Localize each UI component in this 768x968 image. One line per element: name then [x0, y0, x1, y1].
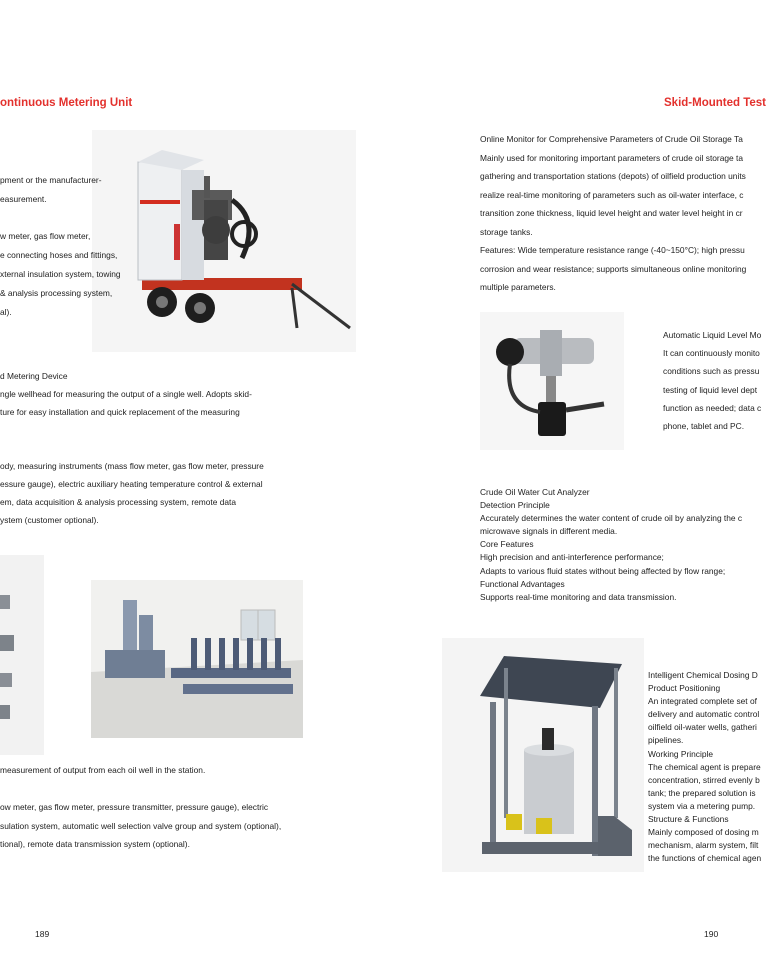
left-s2-line: ture for easy installation and quick replacement of the measuring	[0, 407, 240, 417]
left-s1-line: e connecting hoses and fittings,	[0, 250, 118, 261]
right-s3-line: Adapts to various fluid states without being affected by flow range;	[480, 565, 726, 576]
left-s3-line: sulation system, automatic well selection valve group and system (optional),	[0, 820, 282, 831]
left-s1-line: w meter, gas flow meter,	[0, 231, 91, 242]
left-section-1	[0, 175, 121, 325]
chemical-dosing-device-photo	[442, 638, 644, 872]
right-s4-line: Structure & Functions	[648, 814, 729, 825]
right-section-3	[480, 487, 742, 605]
right-section-4	[648, 670, 761, 866]
right-s4-line: An integrated complete set of	[648, 696, 757, 707]
left-s2-line	[0, 443, 264, 461]
left-s1-line: easurement.	[0, 193, 47, 204]
right-section-1	[480, 134, 746, 301]
left-s2-line	[0, 425, 264, 443]
left-s3-line: measurement of output from each oil well in the station.	[0, 765, 206, 775]
right-s1-line: gathering and transportation stations (depots) of oilfield production units	[480, 171, 746, 181]
right-page-number: 190	[704, 929, 719, 939]
right-s4-line: oilfield oil-water wells, gatheri	[648, 722, 757, 733]
right-s4-line: Product Positioning	[648, 683, 721, 694]
left-section-2	[0, 371, 264, 533]
left-s3-line: ow meter, gas flow meter, pressure transmitter, pressure gauge), electric	[0, 802, 269, 812]
left-page-number: 189	[35, 929, 50, 939]
left-s1-line: & analysis processing system,	[0, 287, 113, 298]
right-s3-line: microwave signals in different media.	[480, 526, 618, 537]
dosing-skid-illustration	[442, 638, 644, 872]
right-s2-line: function as needed; data c	[663, 402, 762, 413]
right-s2-line: testing of liquid level dept	[663, 384, 758, 395]
right-s4-line: Working Principle	[648, 748, 714, 759]
right-s4-line: pipelines.	[648, 735, 684, 746]
right-s4-line: Mainly composed of dosing m	[648, 827, 759, 838]
right-s4-line: the functions of chemical agen	[648, 853, 762, 864]
left-s2-line: ody, measuring instruments (mass flow meter, gas flow meter, pressure	[0, 461, 264, 471]
right-s2-line: Automatic Liquid Level Mo	[663, 330, 762, 340]
left-s2-line: ystem (customer optional).	[0, 515, 99, 525]
right-s4-line: The chemical agent is prepare	[648, 761, 761, 772]
right-s3-line: Supports real-time monitoring and data transmission.	[480, 591, 677, 602]
right-s1-line: realize real-time monitoring of parameters such as oil-water interface, c	[480, 189, 744, 200]
right-s1-line: corrosion and wear resistance; supports simultaneous online monitoring	[480, 263, 747, 274]
right-s3-line: Crude Oil Water Cut Analyzer	[480, 487, 590, 497]
right-section-2	[663, 330, 761, 439]
right-s3-line: Core Features	[480, 539, 534, 550]
right-s1-line: storage tanks.	[480, 226, 533, 237]
right-page-heading: Skid-Mounted Test	[664, 97, 767, 109]
station-room-illustration	[91, 580, 303, 738]
left-s1-line: al).	[0, 306, 12, 317]
left-s1-line: xternal insulation system, towing	[0, 268, 121, 279]
right-s1-line: transition zone thickness, liquid level height and water level height in cr	[480, 208, 743, 218]
right-s4-line: tank; the prepared solution is	[648, 787, 756, 798]
left-s2-line: essure gauge), electric auxiliary heating temperature control & external	[0, 479, 263, 489]
level-monitor-illustration	[480, 312, 624, 450]
left-s2-line: em, data acquisition & analysis processing system, remote data	[0, 497, 237, 507]
right-s3-line: Functional Advantages	[480, 578, 565, 589]
left-s1-line	[0, 213, 121, 232]
right-s1-line: multiple parameters.	[480, 282, 556, 292]
right-s4-line: Intelligent Chemical Dosing D	[648, 670, 758, 680]
left-s1-line: pment or the manufacturer-	[0, 175, 102, 185]
right-s1-line: Features: Wide temperature resistance range (-40~150°C); high pressu	[480, 245, 745, 255]
left-s3-line	[0, 784, 281, 803]
right-s4-line: mechanism, alarm system, filt	[648, 840, 759, 851]
right-s2-line: conditions such as pressu	[663, 366, 760, 377]
left-s2-line: d Metering Device	[0, 371, 68, 381]
right-s3-line: Accurately determines the water content of crude oil by analyzing the c	[480, 513, 743, 524]
trailer-metering-unit-photo	[92, 130, 356, 352]
liquid-level-monitor-photo	[480, 312, 624, 450]
right-s2-line: phone, tablet and PC.	[663, 420, 745, 431]
valve-pipe-photo	[0, 555, 44, 755]
valve-pipe-illustration	[0, 555, 44, 755]
right-s4-line: system via a metering pump.	[648, 800, 756, 811]
left-section-3	[0, 765, 281, 858]
right-s1-line: Online Monitor for Comprehensive Parameters of Crude Oil Storage Ta	[480, 134, 743, 144]
trailer-unit-illustration	[92, 130, 356, 352]
left-page-heading: ontinuous Metering Unit	[0, 97, 133, 109]
right-s3-line: High precision and anti-interference performance;	[480, 552, 664, 563]
right-s1-line: Mainly used for monitoring important parameters of crude oil storage ta	[480, 152, 744, 163]
left-s3-line: tional), remote data transmission system (optional).	[0, 839, 190, 849]
left-s2-line: ngle wellhead for measuring the output of a single well. Adopts skid-	[0, 389, 252, 399]
right-s4-line: concentration, stirred evenly b	[648, 774, 760, 785]
right-s2-line: It can continuously monito	[663, 348, 760, 359]
metering-station-room-photo	[91, 580, 303, 738]
right-s3-line: Detection Principle	[480, 500, 550, 511]
right-s4-line: delivery and automatic control	[648, 709, 760, 720]
